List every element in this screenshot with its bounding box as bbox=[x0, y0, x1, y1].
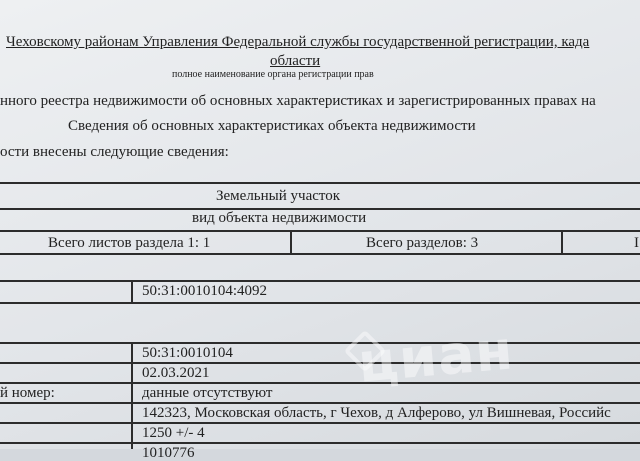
table-divider bbox=[131, 344, 133, 449]
total-sheets: Всего листов раздела 1: 1 bbox=[48, 235, 211, 251]
object-type-caption: вид объекта недвижимости bbox=[192, 210, 367, 226]
registration-authority-name: Чеховскому районам Управления Федеральной службы государственной регистрации, када bbox=[6, 34, 590, 50]
table-rule bbox=[0, 382, 640, 384]
extract-intro: ости внесены следующие сведения: bbox=[0, 144, 229, 160]
cadastral-number: 50:31:0010104:4092 bbox=[142, 283, 268, 299]
table-rule bbox=[0, 362, 640, 364]
cadastral-value: 1010776 bbox=[142, 445, 195, 461]
object-type-value: Земельный участок bbox=[216, 188, 341, 204]
table-rule bbox=[0, 280, 640, 282]
extract-subtitle: Сведения об основных характеристиках объекта недвижимости bbox=[68, 118, 476, 134]
table-divider bbox=[131, 282, 133, 302]
extract-title: нного реестра недвижимости об основных характеристиках и зарегистрированных правах на bbox=[0, 93, 596, 109]
authority-caption: полное наименование органа регистрации прав bbox=[172, 69, 374, 80]
table-rule bbox=[0, 342, 640, 344]
cadastral-quarter: 50:31:0010104 bbox=[142, 345, 233, 361]
previous-number-value: данные отсутствуют bbox=[142, 385, 273, 401]
table-divider bbox=[561, 232, 563, 254]
table-rule bbox=[0, 402, 640, 404]
table-divider bbox=[290, 232, 292, 254]
table-rule bbox=[0, 182, 640, 184]
sheets-right-fragment: I bbox=[634, 235, 639, 251]
table-rule bbox=[0, 302, 640, 304]
address-value: 142323, Московская область, г Чехов, д Алферово, ул Вишневая, Российс bbox=[142, 405, 611, 421]
total-sections: Всего разделов: 3 bbox=[366, 235, 479, 251]
registration-authority-region: области bbox=[270, 53, 321, 69]
previous-number-label: й номер: bbox=[0, 385, 55, 401]
table-rule bbox=[0, 422, 640, 424]
table-rule bbox=[0, 253, 640, 255]
table-rule bbox=[0, 442, 640, 444]
table-rule bbox=[0, 230, 640, 232]
assignment-date: 02.03.2021 bbox=[142, 365, 210, 381]
cian-watermark: циан bbox=[355, 318, 517, 395]
area-value: 1250 +/- 4 bbox=[142, 425, 205, 441]
